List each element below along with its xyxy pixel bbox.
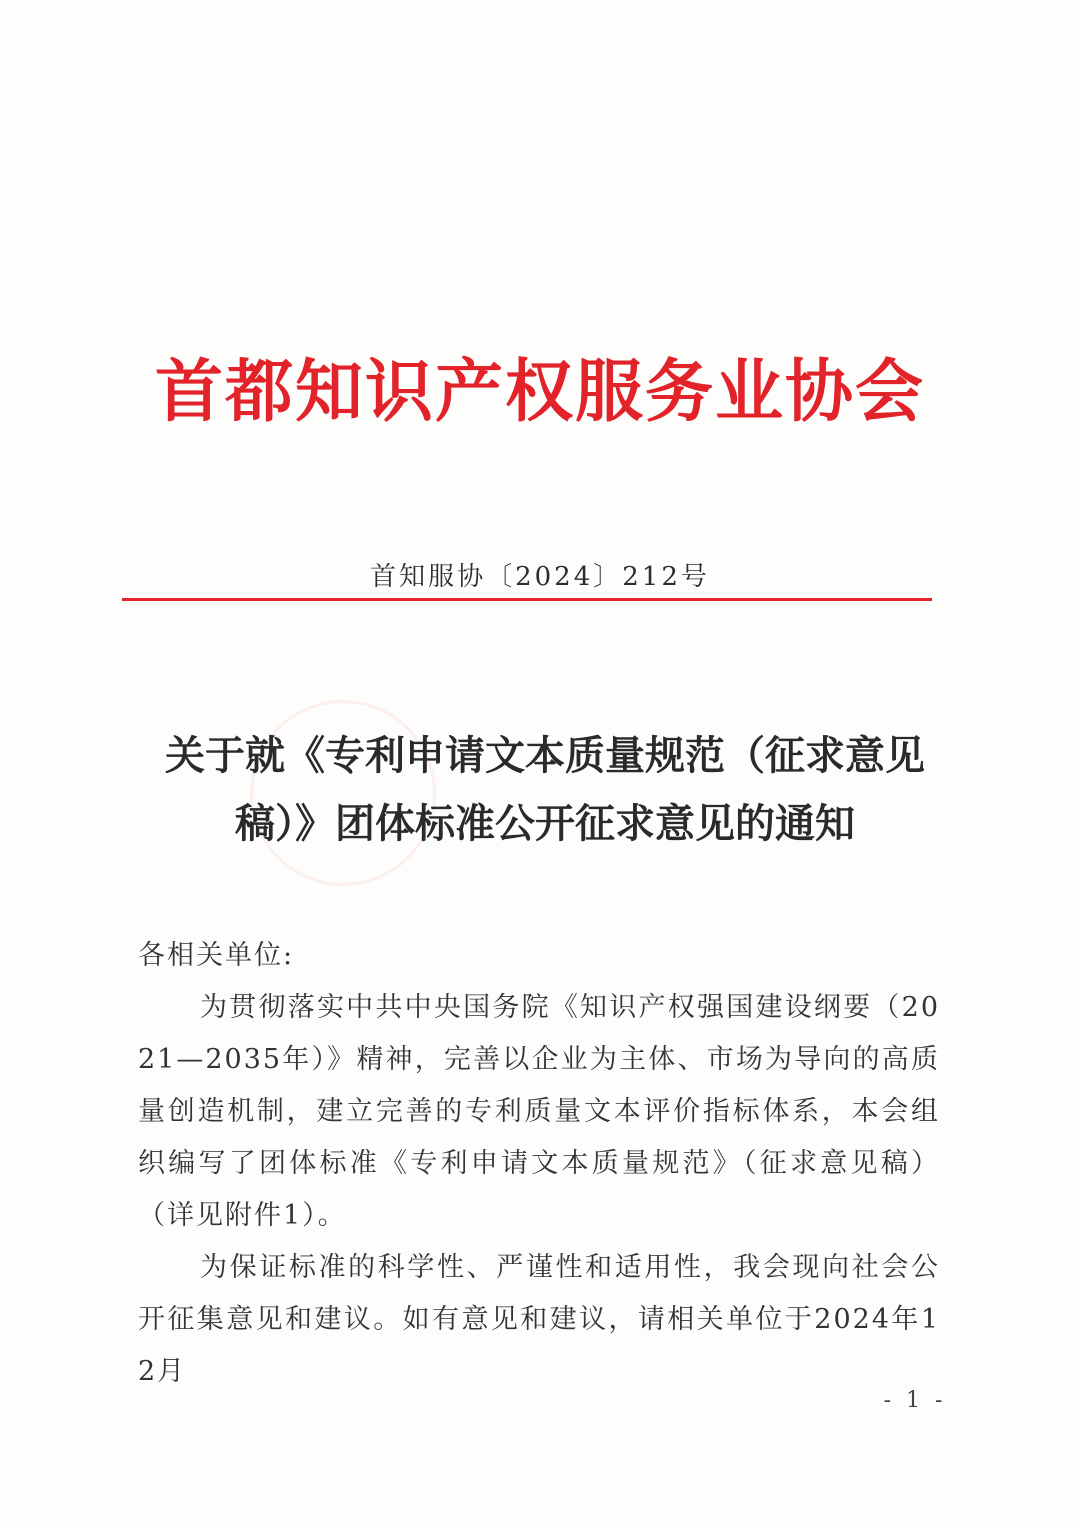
title-line-1: 关于就《专利申请文本质量规范（征求意见 [165,733,925,779]
page-number: - 1 - [883,1388,947,1413]
document-number: 首知服协〔2024〕212号 [370,562,710,592]
document-title [150,722,940,858]
paragraph-1: 为贯彻落实中共中央国务院《知识产权强国建设纲要（2021—2035年）》精神，完善以企业为主体、市场为导向的高质量创造机制，建立完善的专利质量文本评价指标体系，本会组织编写了团体标准《专利申请文本质量规范》（征求意见稿）（详见附件1）。 [138,992,940,1231]
organization-header: 首都知识产权服务业协会 [154,353,925,432]
red-divider-line [122,598,932,601]
salutation: 各相关单位: [138,940,295,971]
title-line-2: 稿）》团体标准公开征求意见的通知 [235,801,855,847]
paragraph-2: 为保证标准的科学性、严谨性和适用性，我会现向社会公开征集意见和建议。如有意见和建议，请相关单位于2024年12月 [138,1252,940,1387]
document-body [138,930,940,1398]
